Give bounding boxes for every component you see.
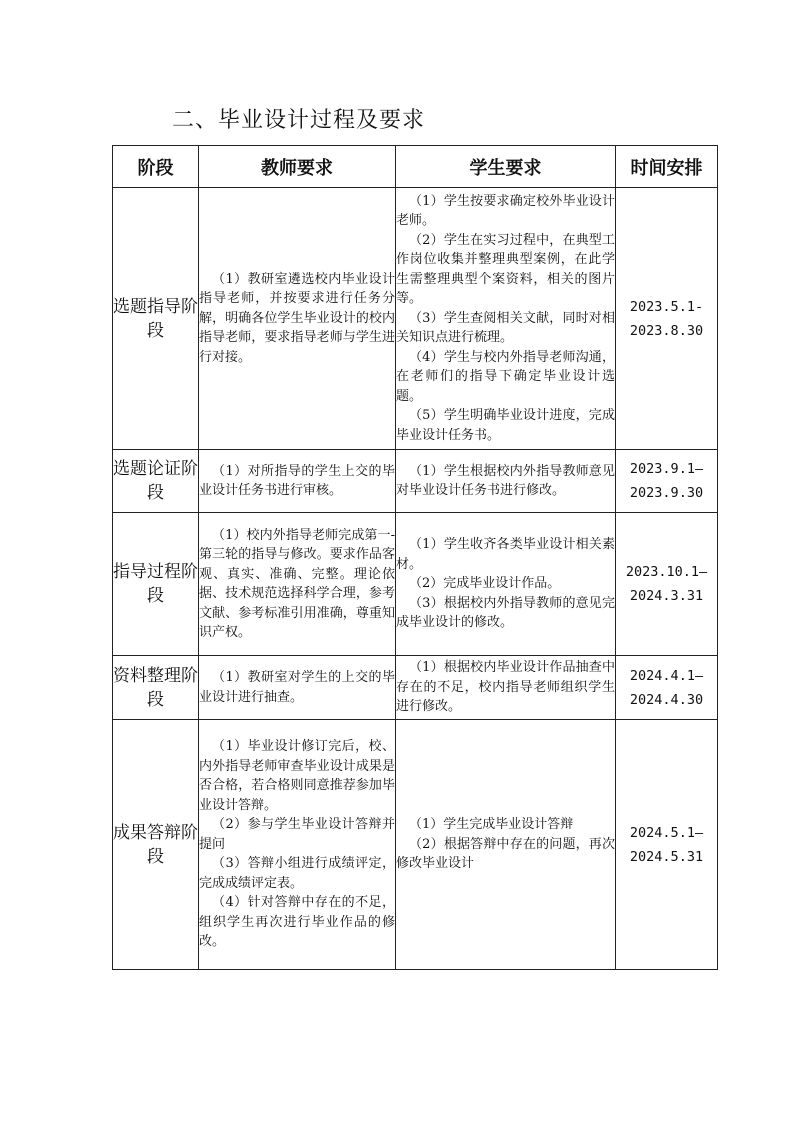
table-row: [113, 188, 718, 450]
table-row: [113, 656, 718, 720]
time-cell: [616, 513, 718, 656]
table-header-row: [113, 146, 718, 188]
student-item: （1）学生收齐各类毕业设计相关素材。: [396, 537, 615, 572]
student-item: （2）学生在实习过程中，在典型工作岗位收集并整理典型案例，在此学生需整理典型个案资料，相关的图片等。: [396, 232, 615, 307]
stage-cell: 成果答辩阶段: [113, 720, 199, 970]
time-end: 2024.5.31: [629, 848, 704, 865]
student-item: （1）学生按要求确定校外毕业设计老师。: [396, 193, 615, 229]
stage-cell: 选题论证阶段: [113, 450, 199, 513]
time-start: 2023.9.1—: [629, 461, 704, 477]
teacher-item: （1）教研室对学生的上交的毕业设计进行抽查。: [199, 670, 395, 705]
header-teacher: 教师要求: [199, 146, 396, 188]
teacher-cell: [199, 188, 396, 450]
time-end: 2024.3.31: [629, 588, 704, 604]
time-cell: [616, 720, 718, 970]
teacher-item: （1）毕业设计修订完后，校、内外指导老师审查毕业设计成果是否合格，若合格则同意推荐参加毕业设计答辩。: [199, 739, 395, 813]
time-end: 2023.8.30: [629, 322, 704, 339]
student-cell: [396, 656, 616, 720]
time-start: 2023.10.1—: [625, 564, 708, 580]
time-start: 2023.5.1-: [629, 298, 704, 315]
student-item: （2）根据答辩中存在的问题，再次修改毕业设计: [396, 836, 615, 872]
process-table: [112, 145, 718, 970]
student-item: （1）学生根据校内外指导教师意见对毕业设计任务书进行修改。: [396, 463, 615, 498]
teacher-item: （2）参与学生毕业设计答辩并提问: [199, 817, 395, 852]
teacher-item: （3）答辩小组进行成绩评定，完成成绩评定表。: [199, 856, 395, 891]
stage-cell: 指导过程阶段: [113, 513, 199, 656]
time-cell: [616, 450, 718, 513]
teacher-item: （1）校内外指导老师完成第一-第三轮的指导与修改。要求作品客观、真实、准确、完整。理论依据、技术规范选择科学合理，参考文献、参考标准引用准确，尊重知识产权。: [199, 527, 395, 640]
teacher-item: （4）针对答辩中存在的不足，组织学生再次进行毕业作品的修改。: [199, 895, 395, 950]
header-time: 时间安排: [616, 146, 718, 188]
student-cell: [396, 450, 616, 513]
student-item: （1）根据校内毕业设计作品抽查中存在的不足，校内指导老师组织学生进行修改。: [396, 660, 615, 715]
time-end: 2023.9.30: [629, 485, 704, 501]
teacher-item: （1）教研室遴选校内毕业设计指导老师，并按要求进行任务分解，明确各位学生毕业设计的校内指导老师，要求指导老师与学生进行对接。: [199, 271, 395, 365]
header-student: 学生要求: [396, 146, 616, 188]
student-item: （1）学生完成毕业设计答辩: [409, 817, 574, 833]
time-end: 2024.4.30: [629, 691, 704, 708]
table-row: [113, 513, 718, 656]
teacher-cell: [199, 720, 396, 970]
student-item: （3）学生查阅相关文献，同时对相关知识点进行梳理。: [396, 310, 615, 346]
student-cell: [396, 513, 616, 656]
student-item: （5）学生明确毕业设计进度，完成毕业设计任务书。: [396, 408, 615, 443]
table-row: [113, 720, 718, 970]
teacher-cell: [199, 656, 396, 720]
table-row: [113, 450, 718, 513]
time-cell: [616, 656, 718, 720]
teacher-cell: [199, 513, 396, 656]
student-item: （4）学生与校内外指导老师沟通，在老师们的指导下确定毕业设计选题。: [396, 349, 615, 404]
teacher-cell: [199, 450, 396, 513]
student-cell: [396, 720, 616, 970]
student-cell: [396, 188, 616, 450]
stage-cell: 选题指导阶段: [113, 188, 199, 450]
time-cell: [616, 188, 718, 450]
time-start: 2024.4.1—: [629, 667, 704, 684]
time-start: 2024.5.1—: [629, 824, 704, 841]
section-heading: 二、毕业设计过程及要求: [172, 108, 426, 133]
header-stage: 阶段: [113, 146, 199, 188]
stage-cell: 资料整理阶段: [113, 656, 199, 720]
student-item: （3）根据校内外指导教师的意见完成毕业设计的修改。: [396, 595, 615, 631]
teacher-item: （1）对所指导的学生上交的毕业设计任务书进行审核。: [199, 463, 395, 498]
student-item: （2）完成毕业设计作品。: [409, 576, 561, 592]
